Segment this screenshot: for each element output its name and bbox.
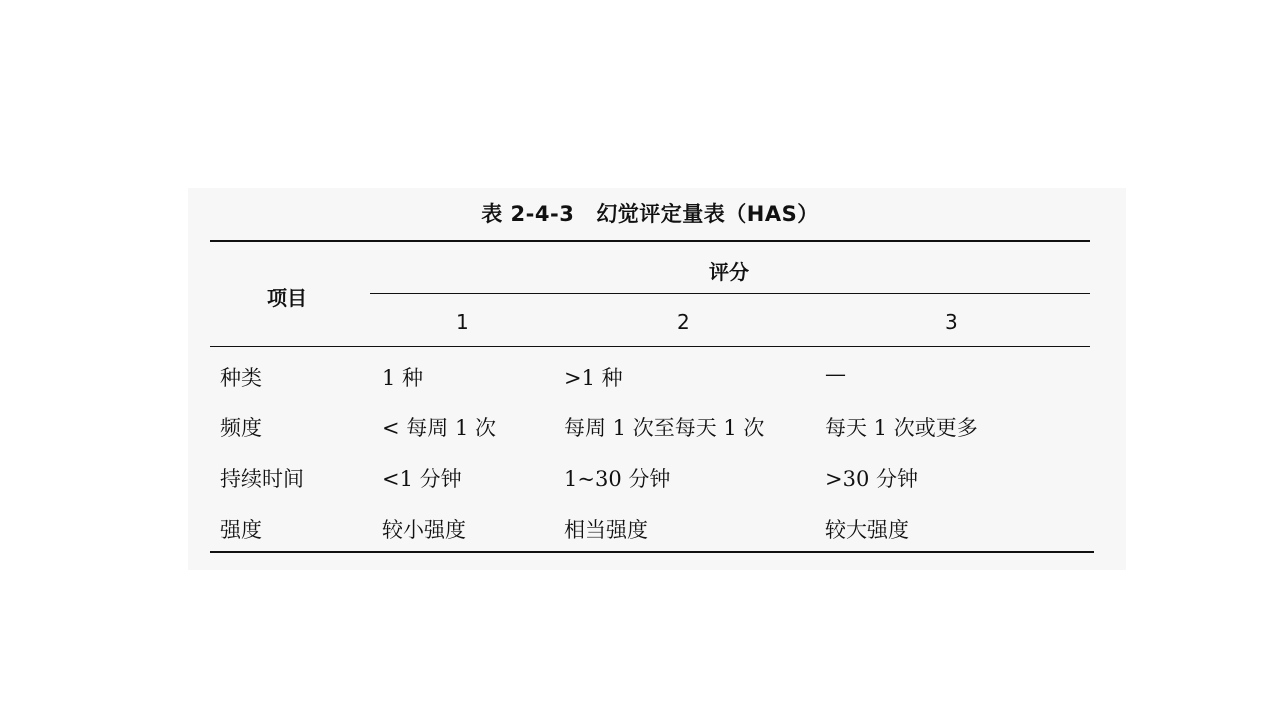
table-cell: >30 分钟 bbox=[825, 467, 918, 491]
header-score-1: 1 bbox=[456, 310, 469, 334]
page-background bbox=[188, 188, 1126, 570]
table-cell: 较大强度 bbox=[825, 518, 909, 542]
row-label: 频度 bbox=[220, 416, 262, 440]
table-cell: >1 种 bbox=[564, 366, 623, 390]
row-label: 持续时间 bbox=[220, 467, 304, 491]
header-score-group: 评分 bbox=[709, 260, 749, 284]
table-cell: — bbox=[825, 362, 846, 386]
table-cell: 每周 1 次至每天 1 次 bbox=[564, 416, 765, 440]
row-label: 强度 bbox=[220, 518, 262, 542]
table-cell: 较小强度 bbox=[382, 518, 466, 542]
table-cell: < 每周 1 次 bbox=[382, 416, 496, 440]
table-cell: 相当强度 bbox=[564, 518, 648, 542]
table-cell: <1 分钟 bbox=[382, 467, 462, 491]
table-cell: 1~30 分钟 bbox=[564, 467, 671, 491]
table-caption bbox=[0, 198, 1280, 228]
header-rule bbox=[210, 346, 1090, 347]
header-score-2: 2 bbox=[677, 310, 690, 334]
table-title: 幻觉评定量表（HAS） bbox=[596, 202, 819, 226]
table-number: 表 2-4-3 bbox=[481, 202, 575, 226]
top-rule bbox=[210, 240, 1090, 242]
bottom-rule bbox=[210, 551, 1094, 553]
row-label: 种类 bbox=[220, 366, 262, 390]
header-item: 项目 bbox=[267, 286, 307, 310]
table-cell: 1 种 bbox=[382, 366, 424, 390]
header-score-3: 3 bbox=[945, 310, 958, 334]
table-cell: 每天 1 次或更多 bbox=[825, 416, 978, 440]
score-group-rule bbox=[370, 293, 1090, 294]
